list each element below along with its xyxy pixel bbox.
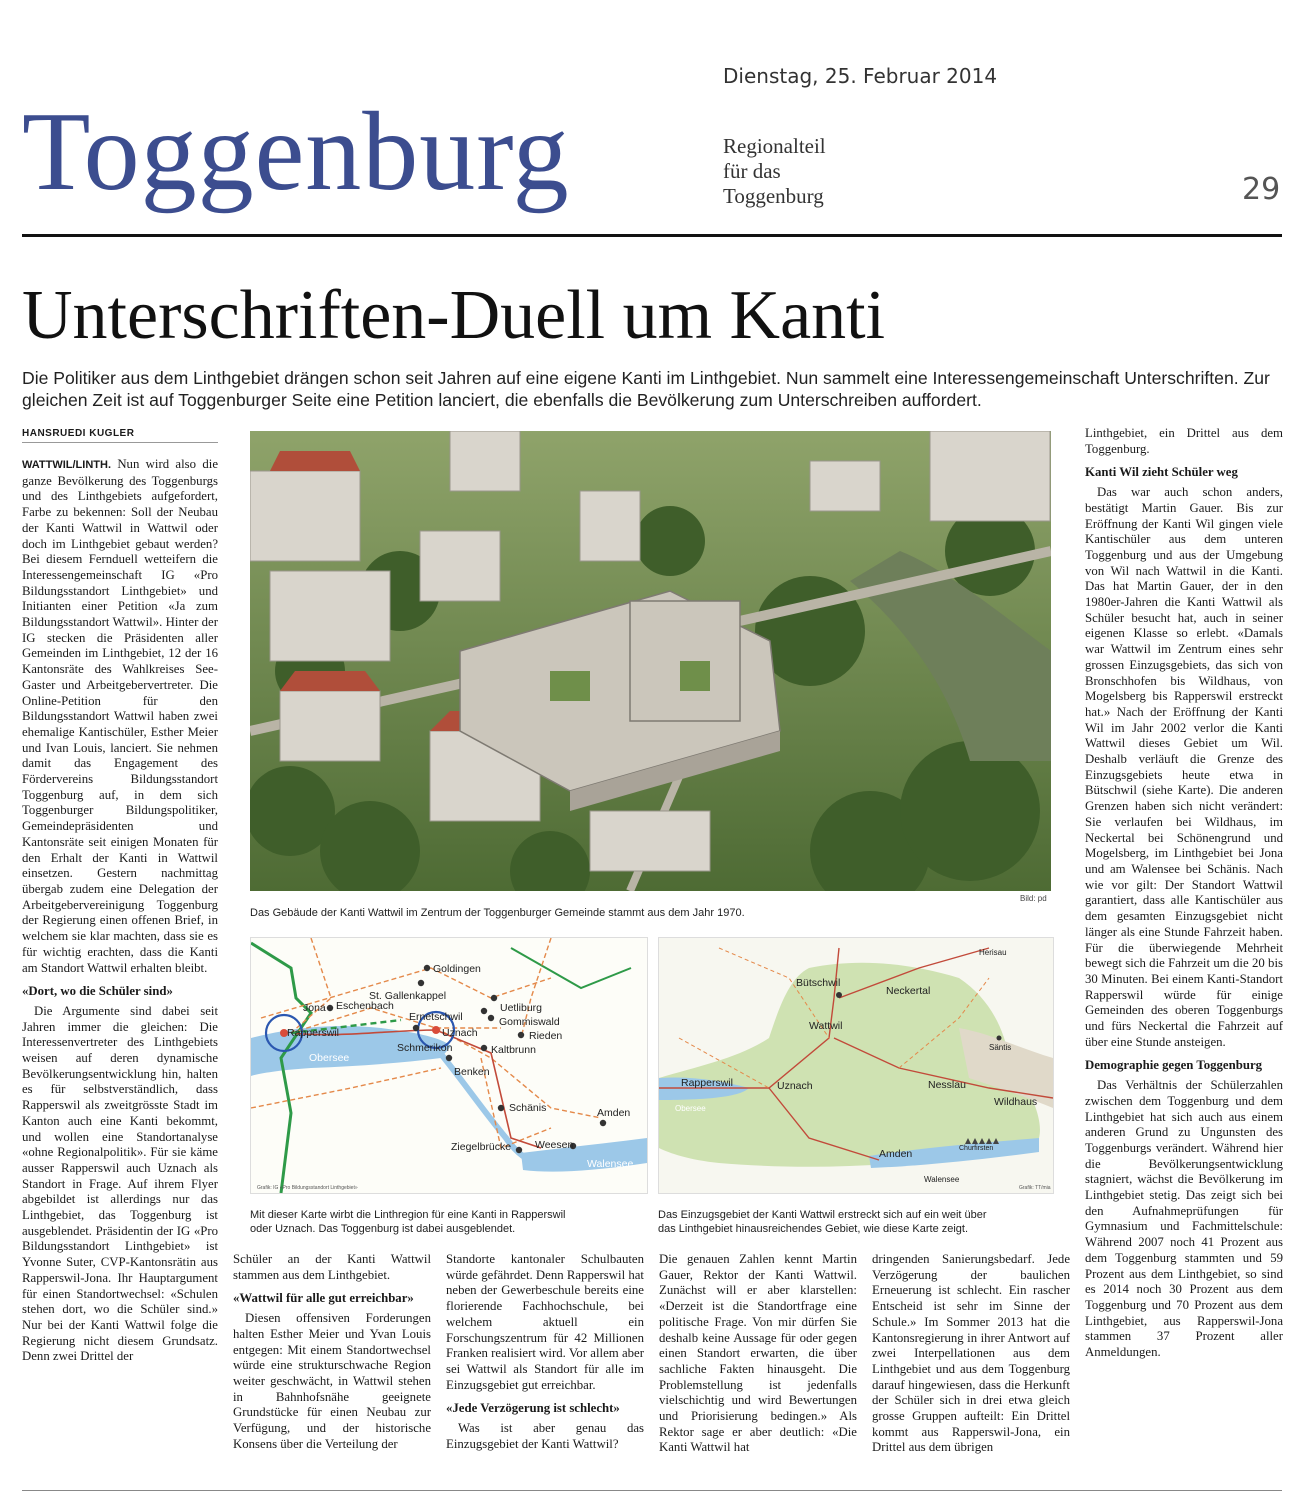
paragraph: Schüler an der Kanti Wattwil stammen aus dem Linthgebiet. (233, 1252, 431, 1282)
map-einzugsgebiet (658, 937, 1054, 1194)
map-label: Bütschwil (796, 977, 841, 989)
paragraph-text: Nun wird also die ganze Bevölkerung des Toggenburgs und des Linthgebiets aufgefordert, Farbe zu bekennen: Soll der Neubau der Kanti Wattwil in Wattwil oder doch im Linthgebiet gebaut werden? Bei diesem Fernduell wetteifern die Interessengemeinschaft IG «Pro Bildungsstandort Linthgebiet» und Initianten einer Petition «Ja zum Bildungsstandort Wattwil». Hinter der IG stecken die Präsidenten aller Gemeinden im Linthgebiet, 12 der 16 Kantonsräte des Wahlkreises See-Gaster und Arbeitgebervertreter. Die Online-Petition für den Bildungsstandort Wattwil haben zwei ehemalige Kantischüler, Esther Meier und Ivan Louis, lanciert. Sie nehmen damit das Engagement des Fördervereins Bildungsstandort Toggenburg auf, in dem sich Toggenburger Bildungspolitiker, Gemeindepräsidenten und Kantonsräte seit einigen Monaten für den Erhalt der Kanti in Wattwil einsetzen. Gestern nachmittag übergab zudem eine Delegation der Arbeitgebervereinigung Toggenburg der Regierung einen offenen Brief, in welchem sie klar machten, dass sie es für wichtig erachten, dass die Kanti am Standort Wattwil erhalten bleibt. (22, 457, 218, 975)
author-byline: HANSRUEDI KUGLER (22, 428, 218, 443)
caption-line: das Linthgebiet hinausreichendes Gebiet, wie diese Karte zeigt. (658, 1223, 969, 1235)
map-label: Walensee (587, 1158, 634, 1170)
subtitle-line: Toggenburg (723, 184, 824, 208)
map-label: Kaltbrunn (491, 1044, 536, 1056)
photo-credit: Bild: pd (1020, 894, 1047, 903)
map-label: Obersee (675, 1104, 706, 1113)
masthead: Toggenburg (22, 90, 570, 214)
map-label: Ziegelbrücke (451, 1141, 512, 1153)
paragraph: Linthgebiet, ein Drittel aus dem Toggenburg. (1085, 426, 1283, 456)
map-label: Gommiswald (499, 1016, 560, 1028)
map-label: St. Gallenkappel (369, 990, 447, 1002)
article-column-4 (659, 1252, 857, 1456)
subheading: «Jede Verzögerung ist schlecht» (446, 1401, 620, 1416)
article-column-3 (446, 1252, 644, 1452)
subheading: Kanti Wil zieht Schüler weg (1085, 465, 1238, 480)
article-column-1 (22, 457, 218, 1365)
map-credit: Grafik: TT/mia (1019, 1185, 1051, 1191)
map-label: Eschenbach (336, 1000, 394, 1012)
article-lead: Die Politiker aus dem Linthgebiet drängen schon seit Jahren auf eine eigene Kanti im Linthgebiet. Nun sammelt eine Interessengemeinschaft Unterschriften. Zur gleichen Zeit ist auf Toggenburger Seite eine Petition lanciert, die ebenfalls die Bevölkerung zum Unterschreiben auffordert. (22, 368, 1270, 410)
photo-caption: Das Gebäude der Kanti Wattwil im Zentrum der Toggenburger Gemeinde stammt aus dem Jahr 1970. (250, 907, 745, 919)
caption-line: Mit dieser Karte wirbt die Linthregion für eine Kanti in Rapperswil (250, 1209, 566, 1221)
paragraph: Diesen offensiven Forderungen halten Esther Meier und Yvan Louis entgegen: Mit einem Standortwechsel würde eine strukturschwache Region weiter geschwächt, in Wattwil stehen in Bahnhofsnähe geeignete Grundstücke für einen Neubau zur Verfügung, und der historische Konsens über die Verteilung der (233, 1311, 431, 1451)
map-label: Amden (597, 1107, 631, 1119)
map-label: Uznach (442, 1027, 478, 1039)
aerial-photo-illustration (250, 431, 1051, 891)
map-label: Weesen (535, 1139, 574, 1151)
article-column-2 (233, 1252, 431, 1452)
map-label: Rieden (529, 1030, 563, 1042)
map-label: Säntis (989, 1043, 1012, 1052)
map1-caption (250, 1208, 646, 1236)
subtitle-line: für das (723, 159, 781, 183)
map-label: Rapperswil (287, 1027, 339, 1039)
paragraph: Das war auch schon anders, bestätigt Martin Gauer. Bis zur Eröffnung der Kanti Wil gingen viele Kantischüler aus dem unteren Toggenburg und aus der Umgebung von Wil nach Wattwil in die Kanti. Das hat Martin Gauer, der in den 1980er-Jahren die Kanti Wattwil als Schüler besucht hat, auch in seiner eigenen Klasse so erlebt. «Damals war Wattwil im Zentrum eines sehr grossen Einzugsgebiets, das sich von Bronschhofen bis Wildhaus, von Mogelsberg bis Rapperswil erstreckt hat.» Nach der Eröffnung der Kanti Wil im Jahr 2002 verlor die Kanti Wattwil dieses Gebiet um Wil. Deshalb verläuft die Grenze des Einzugsgebiets heute etwa in Bütschwil (siehe Karte). Die anderen Grenzen haben sich nicht verändert: Sie verlaufen bei Wildhaus, im Neckertal bei Schönengrund und Mogelsberg, im Linthgebiet bei Jona und am Walensee bei Schänis. Nach wie vor gilt: Der Standort Wattwil garantiert, dass alle Kantischüler aus dem gesamten Einzugsgebiet nicht länger als eine Stunde Fahrzeit haben. Für die überwiegende Mehrheit bewegt sich die Fahrzeit um die 20 bis 30 Minuten. Bei einem Kanti-Standort Rapperswil würde für einige Gemeinden des oberen Toggenburgs und fürs Neckertal die Fahrzeit auf über eine Stunde ansteigen. (1085, 485, 1283, 1049)
paragraph: Die Argumente sind dabei seit Jahren immer die gleichen: Die Interessenvertreter des Linthgebiets weisen auf deren dynamische Bevölkerungsentwicklung hin, halten es für selbstverständlich, dass Rapperswil als zweitgrösste Stadt im Kanton auch eine Kanti bekommt, und wollen eine Standortanalyse «ohne Regionalpolitik». Für sie käme ausser Rapperswil auch Uznach als Standort in Frage. Auf ihrem Flyer abgebildet ist allerdings nur das Linthgebiet, das Toggenburg ist ausgeblendet. Präsidentin der IG «Pro Bildungsstandort Linthgebiet» ist Yvonne Suter, CVP-Kantonsrätin aus Rapperswil-Jona. Ihr Hauptargument für einen Standortwechsel: «Schulen stehen dort, wo die Schüler sind.» Nur bei der Kanti Wattwil folge die Regierung nicht diesem Grundsatz. Denn zwei Drittel der (22, 1003, 218, 1364)
caption-line: Das Einzugsgebiet der Kanti Wattwil erstreckt sich auf ein weit über (658, 1209, 987, 1221)
paragraph: dringenden Sanierungsbedarf. Jede Verzögerung der baulichen Erneuerung ist schlecht. Ein rascher Entscheid ist sehr im Sinne der Schule.» Im Sommer 2013 hat die Kantonsregierung in ihrer Antwort auf zwei Interpellationen aus dem Linthgebiet und aus dem Toggenburg darauf hingewiesen, dass die Herkunft der Schüler sich in drei etwa gleich grosse Gruppen aufteilt: Ein Drittel kommt aus Rapperswil-Jona, ein Drittel aus dem übrigen (872, 1252, 1070, 1455)
map2-caption (658, 1208, 1054, 1236)
masthead-subtitle (723, 134, 826, 209)
map-label: Goldingen (433, 963, 481, 975)
map-linthgebiet (250, 937, 648, 1194)
aerial-photo (250, 431, 1051, 891)
issue-date: Dienstag, 25. Februar 2014 (723, 64, 998, 88)
map-label: Walensee (924, 1175, 960, 1184)
map-label: Benken (454, 1066, 490, 1078)
subheading: «Dort, wo die Schüler sind» (22, 984, 173, 999)
map-label: Neckertal (886, 985, 931, 997)
map-label: Ernetschwil (409, 1011, 463, 1023)
map-credit: Grafik: IG «Pro Bildungsstandort Linthgebiet» (257, 1185, 358, 1191)
map-label: Uznach (777, 1080, 813, 1092)
map-label: Jona (303, 1002, 326, 1014)
page-number: 29 (1242, 172, 1281, 207)
paragraph: Was ist aber genau das Einzugsgebiet der Kanti Wattwil? (446, 1421, 644, 1451)
caption-line: oder Uznach. Das Toggenburg ist dabei ausgeblendet. (250, 1223, 516, 1235)
subheading: Demographie gegen Toggenburg (1085, 1058, 1263, 1073)
dateline: WATTWIL/LINTH. (22, 459, 111, 471)
map-label: Rapperswil (681, 1077, 733, 1089)
paragraph: Standorte kantonaler Schulbauten würde gefährdet. Denn Rapperswil hat neben der Gewerbeschule bereits eine florierende Fachhochschule, bei welchem aktuell ein Forschungszentrum für 42 Millionen Franken realisiert wird. Vor allem aber sei Wattwil als Standort für alle im Einzugsgebiet gut erreichbar. (446, 1252, 644, 1392)
footer-rule (22, 1490, 1282, 1491)
article-column-6 (1085, 426, 1283, 1361)
map-label: Churfirsten (959, 1145, 994, 1152)
map-label: Wattwil (809, 1020, 843, 1032)
article-headline: Unterschriften-Duell um Kanti (22, 277, 886, 354)
map-label: Uetliburg (500, 1002, 543, 1014)
paragraph: Die genauen Zahlen kennt Martin Gauer, Rektor der Kanti Wattwil. Zunächst will er aber klarstellen: «Derzeit ist die Standortfrage eine politische Frage. Von mir dürfen Sie deshalb keine Aussage für oder gegen einen Standort erwarten, die über sachliche Fakten hinausgeht. Die Problemstellung ist jedenfalls vielschichtig und wird Bewertungen und Priorisierung bedingen.» Als Rektor sage er aber deutlich: «Die Kanti Wattwil hat (659, 1252, 857, 1455)
header-rule (22, 234, 1282, 237)
map-label: Nesslau (928, 1079, 966, 1091)
map-einzugsgebiet-graphic (659, 938, 1053, 1193)
paragraph: Das Verhältnis der Schülerzahlen zwischen dem Toggenburg und dem Linthgebiet hat sich auch aus einem anderen Grund zu Ungunsten des Toggenburgs verändert. Während hier die Bevölkerungsentwicklung stagniert, wächst die Bevölkerung im Linthgebiet stetig. Das zeigt sich bei den Aufnahmeprüfungen für Gymnasium und Fachmittelschule: Während 2007 noch 41 Prozent aus dem Toggenburg stammten und 59 Prozent aus dem Linthgebiet, so sind es 2014 noch 30 Prozent aus dem Toggenburg und 70 Prozent aus dem Linthgebiet, aus Rapperswil-Jona stammen 37 Prozent aller Anmeldungen. (1085, 1078, 1283, 1360)
map-label: Obersee (309, 1052, 350, 1064)
map-label: Schmerikon (397, 1042, 453, 1054)
article-column-5 (872, 1252, 1070, 1456)
map-label: Schänis (509, 1102, 547, 1114)
map-linthgebiet-graphic (251, 938, 647, 1193)
paragraph (22, 457, 218, 976)
subtitle-line: Regionalteil (723, 134, 826, 158)
map-label: Wildhaus (994, 1096, 1038, 1108)
map-label: Amden (879, 1148, 913, 1160)
map-label: Herisau (979, 948, 1007, 957)
subheading: «Wattwil für alle gut erreichbar» (233, 1291, 414, 1306)
